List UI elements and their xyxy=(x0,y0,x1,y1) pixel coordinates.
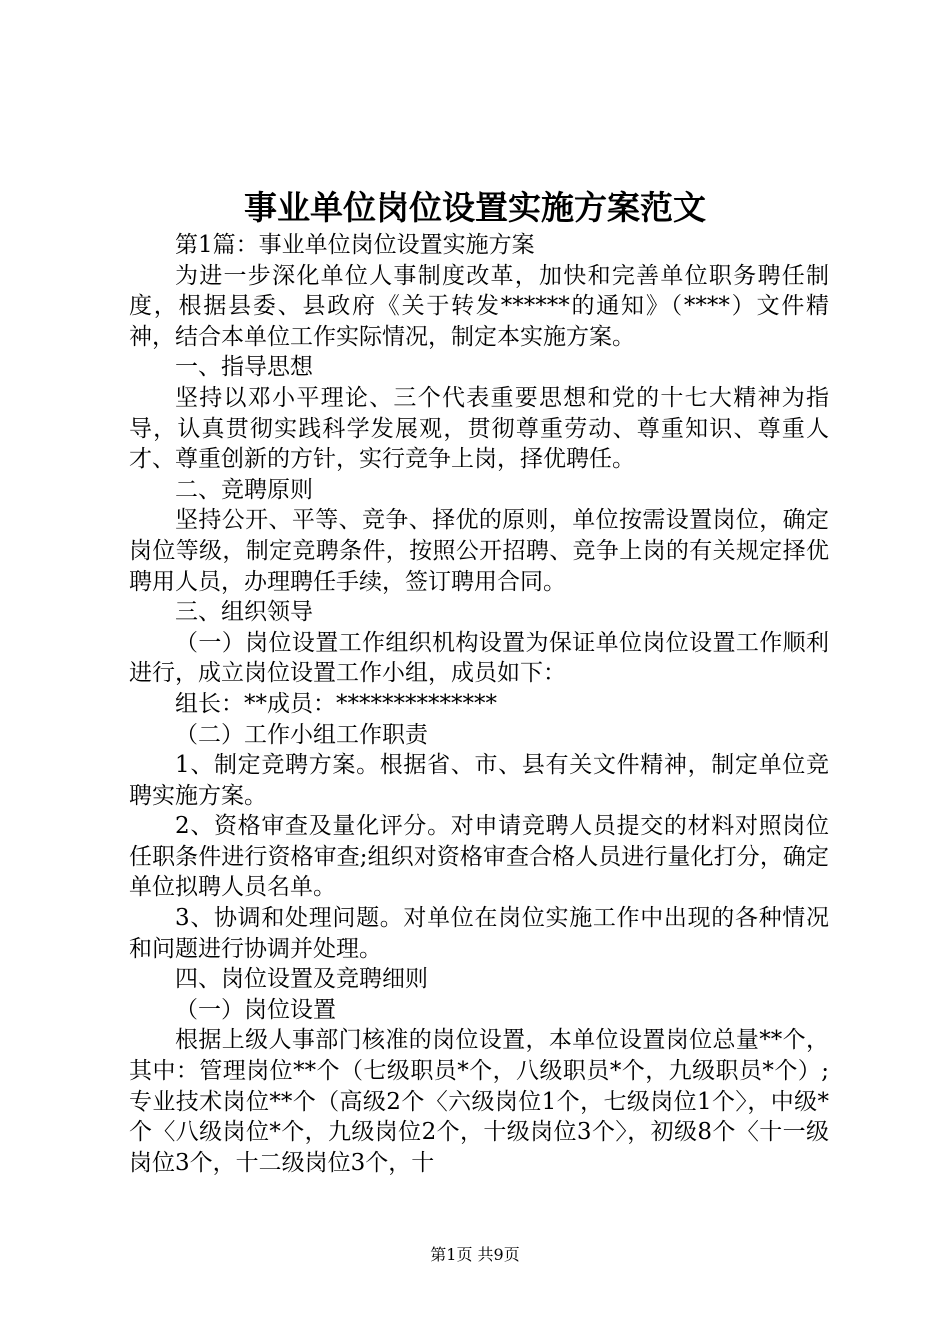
paragraph: 3、协调和处理问题。对单位在岗位实施工作中出现的各种情况和问题进行协调并处理。 xyxy=(129,905,829,962)
section-heading: 二、竞聘原则 xyxy=(175,476,313,503)
paragraph: 组长：**成员：************** xyxy=(175,690,497,717)
paragraph: 坚持公开、平等、竞争、择优的原则，单位按需设置岗位，确定岗位等级，制定竞聘条件，按照公开招聘、竞争上岗的有关规定择优聘用人员，办理聘任手续，签订聘用合同。 xyxy=(129,507,829,595)
document-title: 事业单位岗位设置实施方案范文 xyxy=(244,188,706,227)
paragraph: 第1篇：事业单位岗位设置实施方案 xyxy=(175,232,535,258)
section-heading: 一、指导思想 xyxy=(175,354,313,381)
subsection-heading: （一）岗位设置 xyxy=(175,996,336,1023)
paragraph: 2、资格审查及量化评分。对申请竞聘人员提交的材料对照岗位任职条件进行资格审查;组织对资格审查合格人员进行量化打分，确定单位拟聘人员名单。 xyxy=(129,813,829,901)
section-heading: 四、岗位设置及竞聘细则 xyxy=(175,966,428,993)
page-footer: 第1页 共9页 xyxy=(430,1245,520,1264)
subsection-heading: （二）工作小组工作职责 xyxy=(175,721,428,748)
document-body xyxy=(129,230,829,1178)
paragraph: 为进一步深化单位人事制度改革，加快和完善单位职务聘任制度，根据县委、县政府《关于转发******的通知》（****）文件精神，结合本单位工作实际情况，制定本实施方案。 xyxy=(129,262,829,350)
paragraph: 坚持以邓小平理论、三个代表重要思想和党的十七大精神为指导，认真贯彻实践科学发展观，贯彻尊重劳动、尊重知识、尊重人才、尊重创新的方针，实行竞争上岗，择优聘任。 xyxy=(129,384,829,473)
section-heading: 三、组织领导 xyxy=(175,599,313,626)
paragraph: （一）岗位设置工作组织机构设置为保证单位岗位设置工作顺利进行，成立岗位设置工作小组，成员如下： xyxy=(129,629,829,687)
paragraph: 1、制定竞聘方案。根据省、市、县有关文件精神，制定单位竞聘实施方案。 xyxy=(129,752,829,809)
paragraph: 根据上级人事部门核准的岗位设置，本单位设置岗位总量**个，其中：管理岗位**个（七级职员*个，八级职员*个，九级职员*个）;专业技术岗位**个（高级2个〈六级岗位1个，七级岗位1个〉，中级*个〈八级岗位*个，九级岗位2个，十级岗位3个〉，初级8个〈十一级岗位3个，十二级岗位3个，十 xyxy=(129,1027,829,1176)
